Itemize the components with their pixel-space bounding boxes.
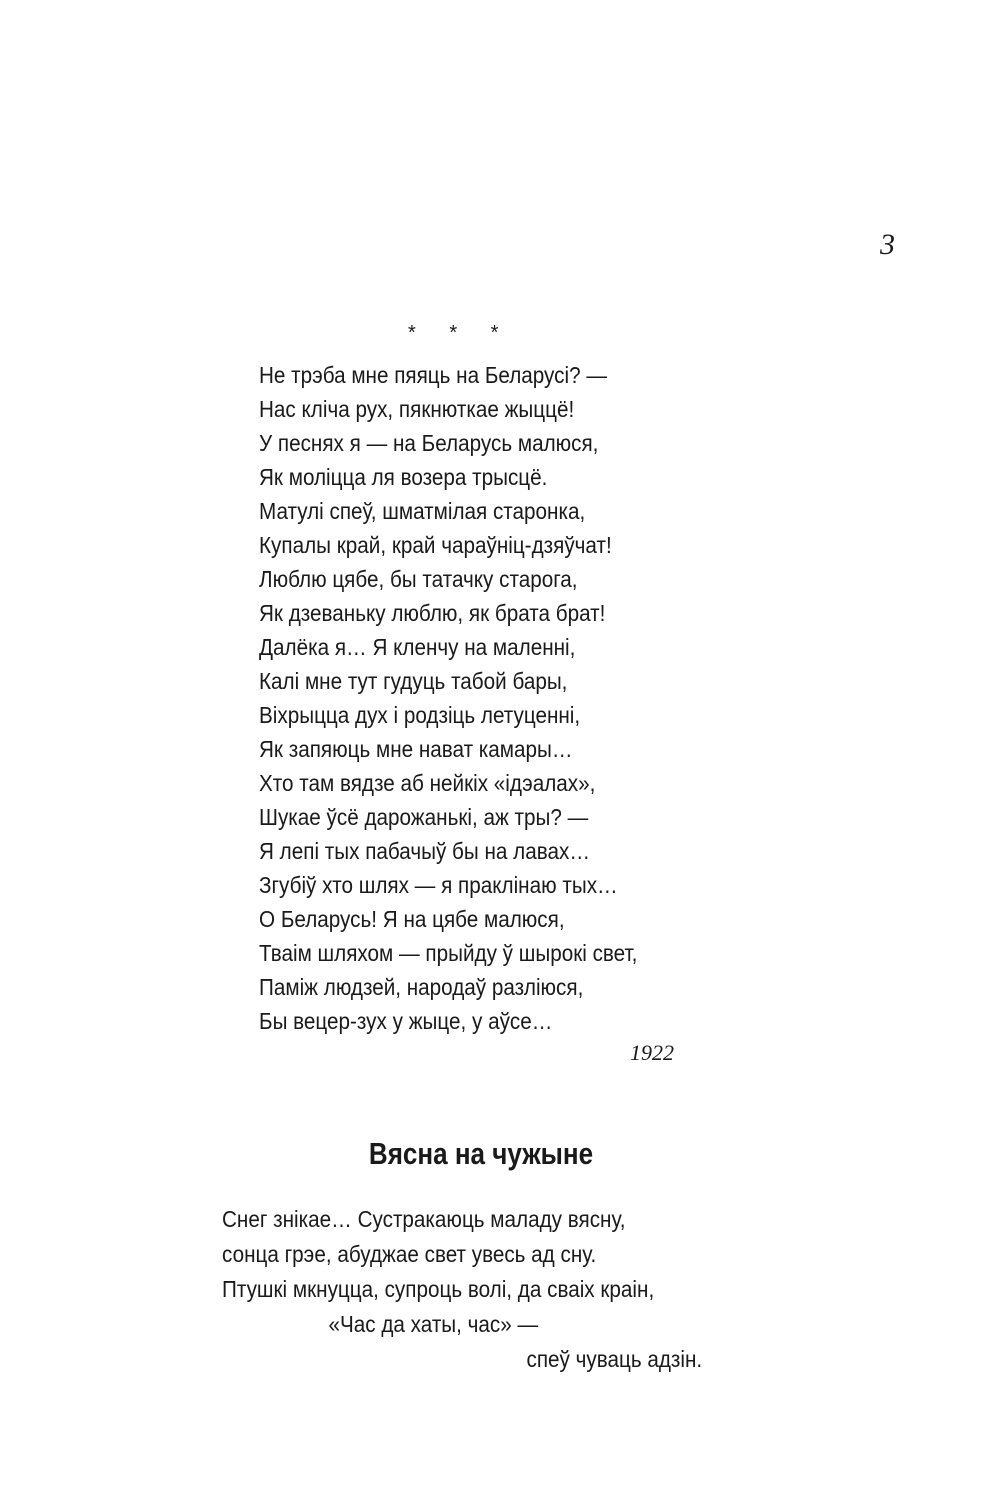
poem-line: Калі мне тут гудуць табой бары, — [259, 668, 568, 694]
poem-line: О Беларусь! Я на цябе малюся, — [259, 906, 565, 932]
poem-line: Матулі спеў, шматмілая старонка, — [259, 498, 586, 524]
poem-line: Шукае ўсё дарожанькі, аж тры? — — [259, 804, 589, 830]
poem-line: Як дзеваньку люблю, як брата брат! — [259, 600, 606, 626]
poem-line: Купалы край, край чараўніц-дзяўчат! — [259, 532, 612, 558]
poem-line: Згубіў хто шлях — я праклінаю тых… — [259, 872, 618, 898]
poem-line: Віхрыцца дух і родзіць летуценні, — [259, 702, 581, 728]
poem-line: Птушкі мкнуцца, супроць волі, да сваіх краін, — [222, 1276, 655, 1302]
poem-line: Не трэба мне пяяць на Беларусі? — — [259, 362, 608, 388]
poem-line: Хто там вядзе аб нейкіх «ідэалах», — [259, 770, 596, 796]
poem-date: 1922 — [630, 1040, 674, 1065]
poem-spring-abroad — [222, 1202, 702, 1377]
poem-untitled — [259, 358, 637, 1038]
poem-line: Нас кліча рух, пякнюткае жыццё! — [259, 396, 575, 422]
poem-line: Паміж людзей, народаў разліюся, — [259, 974, 584, 1000]
poem-line: Снег знікае… Сустракаюць маладу вясну, — [222, 1206, 626, 1232]
poem-line: Як запяюць мне нават камары… — [259, 736, 573, 762]
section-separator: * * * — [408, 322, 513, 344]
poem-line: Я лепі тых пабачыў бы на лавах… — [259, 838, 591, 864]
poem-line: сонца грэе, абуджае свет увесь ад сну. — [222, 1241, 597, 1267]
poem-line: Далёка я… Я кленчу на маленні, — [259, 634, 576, 660]
poem-line: Люблю цябе, бы татачку старога, — [259, 566, 578, 592]
poem-line: спеў чуваць адзін. — [526, 1346, 703, 1372]
poem-line: У песнях я — на Беларусь малюся, — [259, 430, 599, 456]
poem-line: Бы вецер-зух у жыце, у аўсе… — [259, 1008, 553, 1034]
poem-title: Вясна на чужыне — [368, 1136, 594, 1171]
poem-line: Тваім шляхом — прыйду ў шырокі свет, — [259, 940, 638, 966]
poem-line: Як моліцца ля возера трысцё. — [259, 464, 548, 490]
page-number: 3 — [880, 228, 895, 261]
poem-line: «Час да хаты, час» — — [328, 1311, 539, 1337]
